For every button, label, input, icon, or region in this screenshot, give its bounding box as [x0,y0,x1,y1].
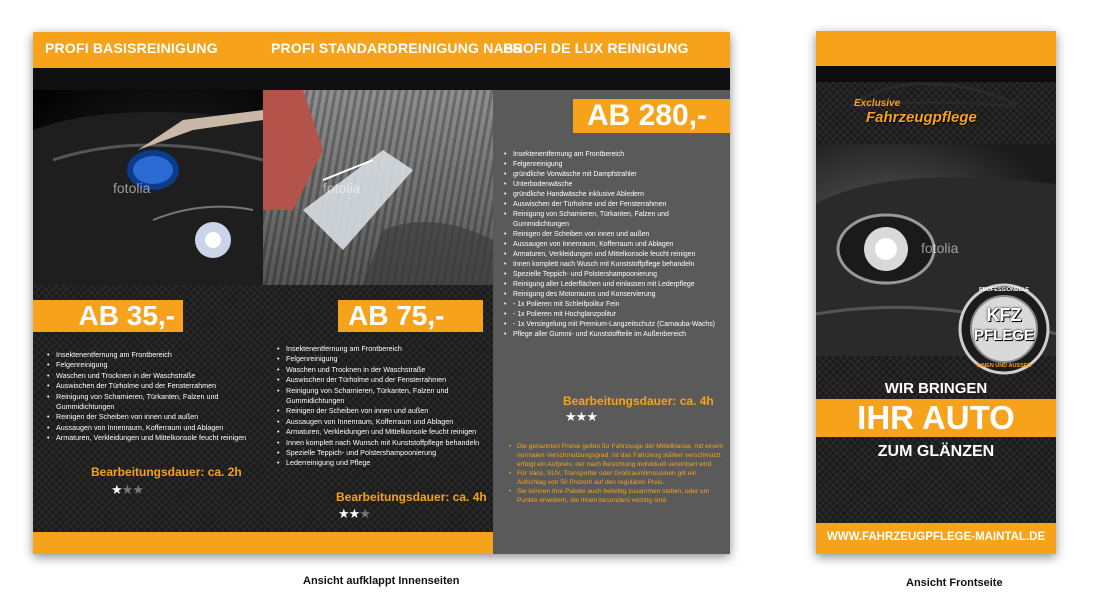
list-item: • Felgenreinigung [277,354,487,364]
website-url: WWW.FAHRZEUGPFLEGE-MAINTAL.DE [826,531,1046,543]
list-item: • Innen komplett nach Wusch mit Kunststoffpflege behandeln [504,260,722,270]
price-basis: AB 35,- [33,300,183,332]
list-basis [47,350,257,444]
rating-delux [565,409,597,425]
list-item: • Auswischen der Türholme und der Fensterrahmen [47,381,257,391]
note-item: • Sie können Ihre Pakete auch beliebig zusammen stellen, oder um Punkte erweitern, die Ihnen besonders wichtig sind. [509,487,723,505]
caption-inner: Ansicht aufklappt Innenseiten [303,575,460,587]
list-item: • Reinigen der Scheiben von innen und außen [504,230,722,240]
front-page [816,31,1056,554]
watermark-2: fotolia [323,180,361,196]
list-item: • - 1x Versiegelung mit Premium-Langzeitschutz (Carnauba-Wachs) [504,320,722,330]
star-icon: ★ [565,409,576,424]
logo-small-text: Exclusive [854,98,901,109]
rating-basis [111,482,143,498]
star-icon: ★ [111,482,122,497]
list-item: • Armaturen, Verkleidungen und Mittelkonsole feucht reinigen [504,250,722,260]
header-standard: PROFI STANDARDREINIGUNG NASS [271,40,523,56]
list-item: • Spezielle Teppich- und Polstershampoonierung [504,270,722,280]
list-item: • Insektenentfernung am Frontbereich [277,344,487,354]
list-item: • Reinigen der Scheiben von innen und außen [47,412,257,422]
list-item: • Reinigung von Scharnieren, Türkanten, Falzen und Gummidichtungen [47,392,257,413]
price-notes [509,442,723,505]
note-item: • Die genannten Preise gelten für Fahrzeuge der Mittelklasse, mit einem normalen Verschmutzungsgrad. Ist das Fahrzeug stärker verschmutzt erfolgt ein Aufpreis, der nach Besichtung individuell vereinbart wird. [509,442,723,469]
footer-bar [33,532,493,554]
badge-line2: PFLEGE [973,327,1034,344]
list-item: • Waschen und Trocknen in der Waschstraße [47,371,257,381]
badge-bottom-text: INNEN UND AUSSEN [976,363,1032,369]
list-item: • - 1x Polieren mit Schleifpolitur Fein [504,300,722,310]
upholstery-illustration [263,90,493,285]
kfz-pflege-badge [958,283,1050,375]
list-item: • gründliche Handwäsche inklusive Abledern [504,190,722,200]
list-item: • Lederreinigung und Pflege [277,458,487,468]
list-item: • Reinigung aller Lederflächen und einlassen mit Lederpflege [504,280,722,290]
list-item: • Unterbodenwäsche [504,180,722,190]
price-delux: AB 280,- [573,99,730,133]
list-item: • Innen komplett nach Wunsch mit Kunststoffpflege behandeln [277,438,487,448]
list-item: • Armaturen, Verkleidungen und Mittelkonsole feucht reinigen [277,427,487,437]
star-icon: ★ [586,409,597,424]
list-item: • Waschen und Trocknen in der Waschstraße [277,365,487,375]
price-standard: AB 75,- [338,300,483,332]
star-icon: ★ [575,409,587,424]
list-item: • Felgenreinigung [504,160,722,170]
list-item: • Aussaugen von Innenraum, Kofferraum und Ablagen [47,423,257,433]
list-item: • Reinigung von Scharnieren, Türkanten, Falzen und Gummidichtungen [277,386,487,407]
list-item: • Felgenreinigung [47,360,257,370]
duration-basis: Bearbeitungsdauer: ca. 2h [91,465,242,479]
list-item: • Aussaugen von Innenraum, Kofferraum und Ablagen [277,417,487,427]
list-item: • Spezielle Teppich- und Polstershampoonierung [277,448,487,458]
watermark-front: fotolia [921,240,959,256]
photo-car-polish [33,90,263,285]
list-item: • Auswischen der Türholme und der Fensterrahmen [504,200,722,210]
badge-top-text: PROFESSIONELLE [978,287,1030,293]
header-basis: PROFI BASISREINIGUNG [45,40,218,56]
list-item: • - 1x Polieren mit Hochglanzpolitur [504,310,722,320]
logo-big-text: Fahrzeugpflege [866,109,977,126]
header-delux: PROFI DE LUX REINIGUNG [503,40,689,56]
duration-delux: Bearbeitungsdauer: ca. 4h [563,394,714,408]
note-item: • Für Vans, SUV, Transporter oder Großraumlimousinen gilt ein Aufschlag von 50 Prozent auf den regulären Preis. [509,469,723,487]
list-item: • Insektenentfernung am Frontbereich [47,350,257,360]
inner-spread [33,32,730,554]
list-item: • Reinigen der Scheiben von innen und außen [277,406,487,416]
list-delux [504,150,722,340]
list-item: • Reinigung des Motorraums und Konservierung [504,290,722,300]
list-item: • Reinigung von Scharnieren, Türkanten, Falzen und Gummidichtungen [504,210,722,230]
duration-standard: Bearbeitungsdauer: ca. 4h [336,490,487,504]
star-icon: ★ [348,506,360,521]
star-icon: ★ [132,482,143,497]
list-standard [277,344,487,469]
front-header-bar [816,31,1056,66]
star-icon: ★ [359,506,370,521]
list-item: • Aussaugen von Innenraum, Kofferraum und Ablagen [504,240,722,250]
header-dark-bar [33,68,730,90]
list-item: • Auswischen der Türholme und der Fensterrahmen [277,375,487,385]
slogan-line1: WIR BRINGEN [884,380,988,397]
photo-upholstery [263,90,493,285]
list-item: • gründliche Vorwäsche mit Dampfstrahler [504,170,722,180]
caption-front: Ansicht Frontseite [906,577,1003,589]
badge-line1: KFZ [986,305,1022,325]
star-icon: ★ [121,482,133,497]
list-item: • Armaturen, Verkleidungen und Mittelkonsole feucht reinigen [47,433,257,443]
watermark-1: fotolia [113,180,151,196]
slogan-line3: ZUM GLÄNZEN [877,443,995,460]
slogan-line2: IHR AUTO [857,399,1015,436]
list-item: • Insektenentfernung am Frontbereich [504,150,722,160]
star-icon: ★ [338,506,349,521]
list-item: • Pflege aller Gummi- und Kunststoffteile im Außenbereich [504,330,722,340]
rating-standard [338,506,370,522]
